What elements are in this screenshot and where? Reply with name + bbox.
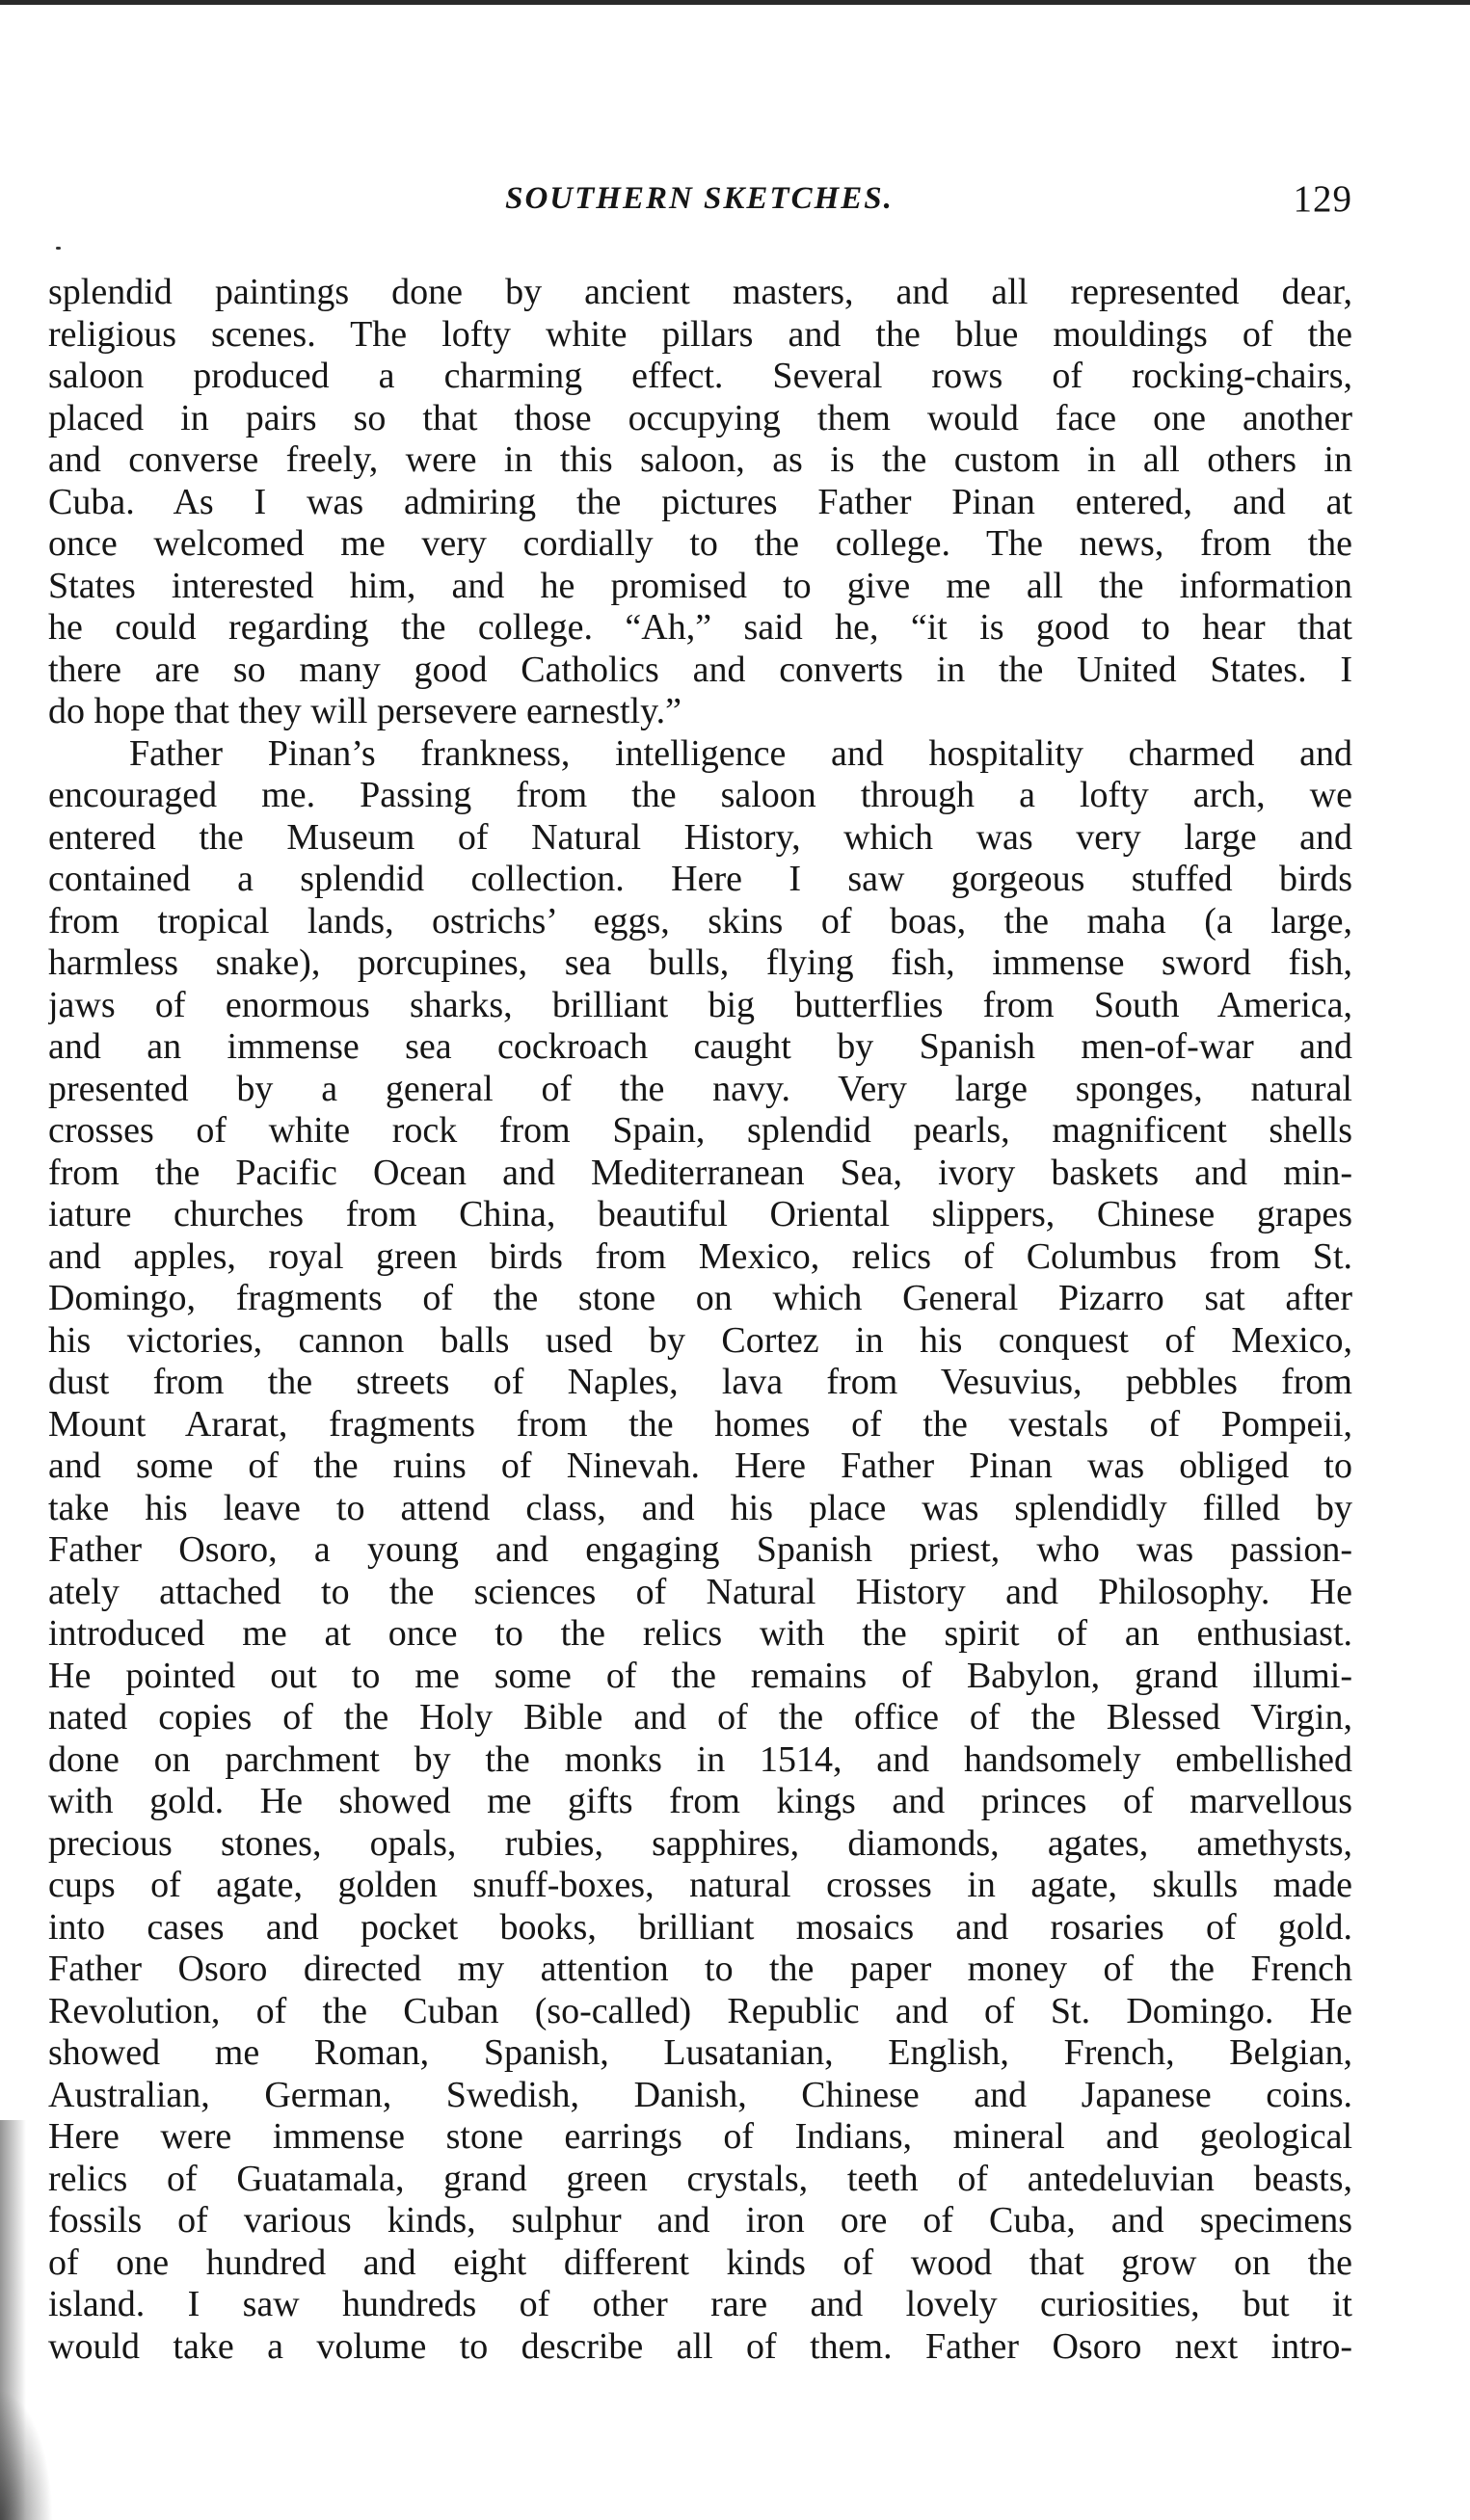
text-line: He pointed out to me some of the remains of Babylon, grand illumi-: [48, 1655, 1352, 1696]
text-line: done on parchment by the monks in 1514, and handsomely embellished: [48, 1738, 1352, 1780]
running-head: SOUTHERN SKETCHES.: [505, 181, 894, 216]
text-line: Here were immense stone earrings of Indians, mineral and geological: [48, 2116, 1352, 2157]
text-line: religious scenes. The lofty white pillars and the blue mouldings of the: [48, 313, 1352, 355]
text-line: and apples, royal green birds from Mexico, relics of Columbus from St.: [48, 1235, 1352, 1277]
text-line: placed in pairs so that those occupying them would face one another: [48, 397, 1352, 438]
page-top-rule: [0, 0, 1470, 5]
ink-speck: [56, 247, 61, 250]
text-line: island. I saw hundreds of other rare and lovely curiosities, but it: [48, 2284, 1352, 2324]
text-line: once welcomed me very cordially to the college. The news, from the: [48, 523, 1352, 564]
text-line: he could regarding the college. “Ah,” said he, “it is good to hear that: [48, 607, 1352, 648]
text-line: precious stones, opals, rubies, sapphires, diamonds, agates, amethysts,: [48, 1822, 1352, 1864]
paragraph-end-line: do hope that they will persevere earnestly.”: [48, 691, 682, 731]
text-line: of one hundred and eight different kinds of wood that grow on the: [48, 2241, 1352, 2283]
text-line: Cuba. As I was admiring the pictures Father Pinan entered, and at: [48, 481, 1352, 522]
text-line: splendid paintings done by ancient masters, and all represented dear,: [48, 272, 1352, 312]
text-line: ately attached to the sciences of Natural History and Philosophy. He: [48, 1571, 1352, 1612]
text-line: relics of Guatamala, grand green crystals, teeth of antedeluvian beasts,: [48, 2158, 1352, 2199]
text-line: Mount Ararat, fragments from the homes of the vestals of Pompeii,: [48, 1403, 1352, 1445]
page-header: [46, 178, 1352, 231]
body-text: [48, 272, 1352, 2368]
text-line: nated copies of the Holy Bible and of the office of the Blessed Virgin,: [48, 1697, 1352, 1737]
text-line: Father Osoro directed my attention to the paper money of the French: [48, 1949, 1352, 1989]
page-corner-wear: [0, 2390, 53, 2520]
text-line: there are so many good Catholics and converts in the United States. I: [48, 649, 1352, 690]
text-line: States interested him, and he promised to give me all the information: [48, 565, 1352, 606]
text-line: harmless snake), porcupines, sea bulls, flying fish, immense sword fish,: [48, 942, 1352, 983]
text-line: introduced me at once to the relics with the spirit of an enthusiast.: [48, 1613, 1352, 1654]
text-line: presented by a general of the navy. Very large sponges, natural: [48, 1068, 1352, 1109]
text-line: encouraged me. Passing from the saloon through a lofty arch, we: [48, 775, 1352, 815]
text-line: Revolution, of the Cuban (so-called) Republic and of St. Domingo. He: [48, 1990, 1352, 2031]
text-line: crosses of white rock from Spain, splendid pearls, magnificent shells: [48, 1110, 1352, 1151]
text-line: Father Osoro, a young and engaging Spanish priest, who was passion-: [48, 1529, 1352, 1570]
text-line: Australian, German, Swedish, Danish, Chinese and Japanese coins.: [48, 2074, 1352, 2115]
text-line: with gold. He showed me gifts from kings and princes of marvellous: [48, 1781, 1352, 1821]
text-line: contained a splendid collection. Here I saw gorgeous stuffed birds: [48, 859, 1352, 899]
text-line: would take a volume to describe all of them. Father Osoro next intro-: [48, 2325, 1352, 2367]
text-line: and an immense sea cockroach caught by Spanish men-of-war and: [48, 1026, 1352, 1067]
text-line: cups of agate, golden snuff-boxes, natural crosses in agate, skulls made: [48, 1865, 1352, 1905]
text-line: jaws of enormous sharks, brilliant big butterflies from South America,: [48, 984, 1352, 1025]
text-line: fossils of various kinds, sulphur and iron ore of Cuba, and specimens: [48, 2200, 1352, 2241]
text-line: from tropical lands, ostrichs’ eggs, skins of boas, the maha (a large,: [48, 900, 1352, 942]
text-line: entered the Museum of Natural History, which was very large and: [48, 816, 1352, 858]
text-line: iature churches from China, beautiful Oriental slippers, Chinese grapes: [48, 1194, 1352, 1234]
text-line: saloon produced a charming effect. Several rows of rocking-chairs,: [48, 356, 1352, 396]
text-line: showed me Roman, Spanish, Lusatanian, English, French, Belgian,: [48, 2032, 1352, 2073]
text-line: into cases and pocket books, brilliant mosaics and rosaries of gold.: [48, 1906, 1352, 1948]
text-line: take his leave to attend class, and his place was splendidly filled by: [48, 1487, 1352, 1528]
text-line: Domingo, fragments of the stone on which General Pizarro sat after: [48, 1278, 1352, 1318]
text-line: and some of the ruins of Ninevah. Here Father Pinan was obliged to: [48, 1446, 1352, 1486]
text-line: and converse freely, were in this saloon, as is the custom in all others in: [48, 439, 1352, 480]
text-line: dust from the streets of Naples, lava from Vesuvius, pebbles from: [48, 1362, 1352, 1402]
page-number: 129: [1293, 178, 1352, 220]
paragraph-start-line: Father Pinan’s frankness, intelligence and hospitality charmed and: [129, 732, 1352, 774]
text-line: from the Pacific Ocean and Mediterranean Sea, ivory baskets and min-: [48, 1152, 1352, 1193]
text-line: his victories, cannon balls used by Cortez in his conquest of Mexico,: [48, 1319, 1352, 1361]
